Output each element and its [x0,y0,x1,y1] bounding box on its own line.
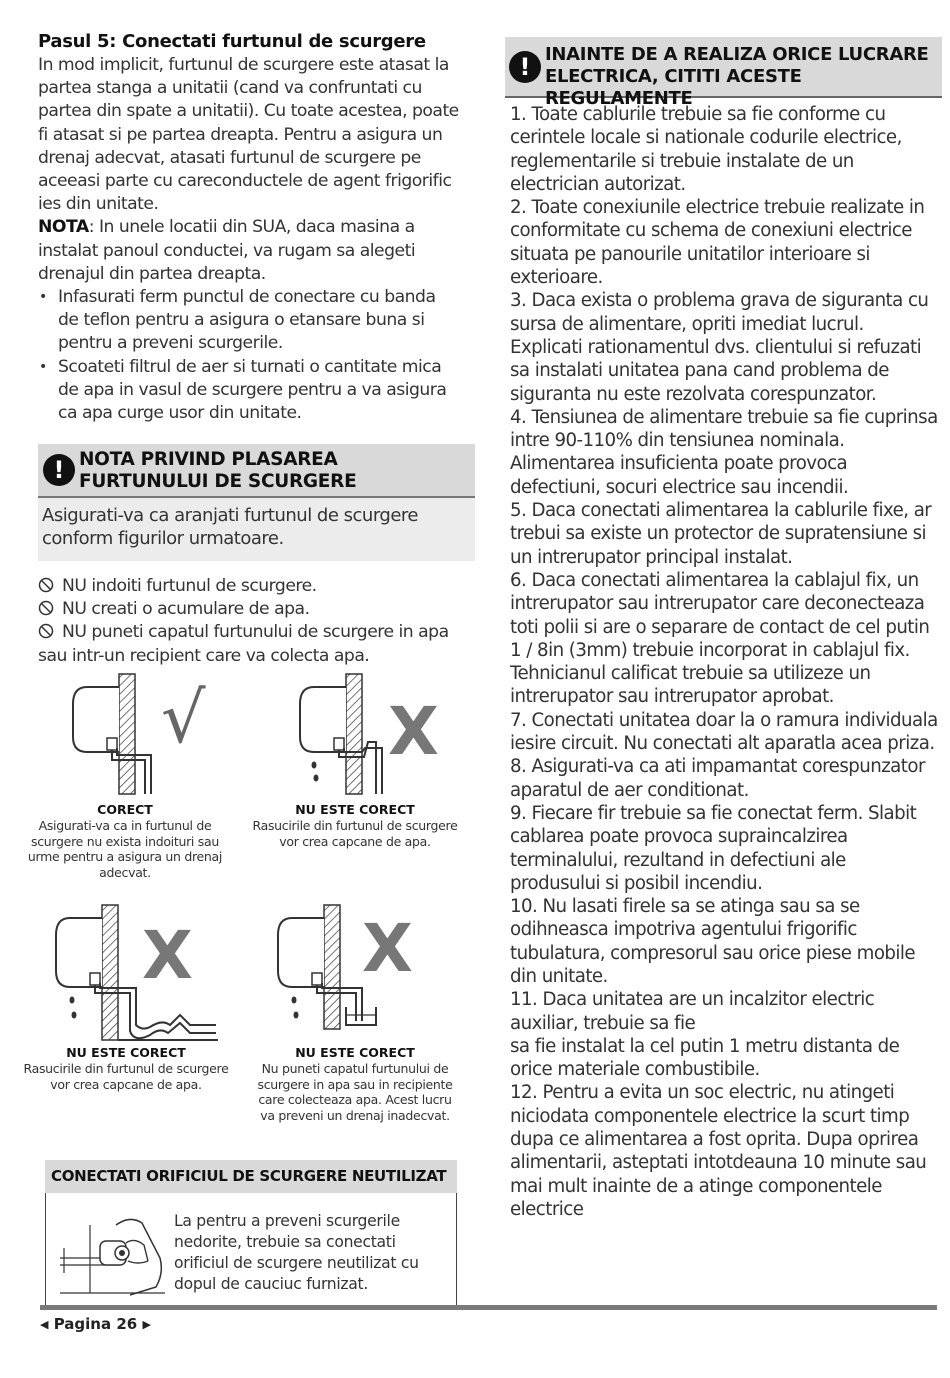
unused-port-title: CONECTATI ORIFICIUL DE SCURGERE NEUTILIZAT [51,1167,447,1185]
placement-note-header [38,444,475,498]
figure-title: NU ESTE CORECT [295,1045,415,1060]
rule-item: 2. Toate conexiunile electrice trebuie realizate in conformitate cu schema de conexiuni electrice situata pe panourile unitatilor interioare si exterioare. [510,197,925,289]
unused-port-text: La pentru a preveni scurgerile nedorite, trebuie sa conectati orificiul de scurgere neutilizat cu dopul de cauciuc furnizat. [174,1212,419,1293]
rule-item: 1. Toate cablurile trebuie sa fie conforme cu cerintele locale si nationale codurile electrice, reglementarile si trebuie instalate de un electrician autorizat. [510,104,902,195]
page-label: Pagina 26 [53,1315,138,1333]
drain-kinked-illustration [292,672,452,797]
drain-correct-illustration [65,672,225,797]
bullet-item: • Infasurati ferm punctul de conectare cu banda de teflon pentru a asigura o etansare buna si pentru a preveni scurgerile. [38,286,458,356]
dont-item: NU creati o acumulare de apa. [38,598,478,621]
prev-page-icon[interactable]: ◀ [40,1318,49,1331]
figure-caption: Rasucirile din furtunul de scurgere vor crea capcane de apa. [23,1061,229,1092]
electrical-warning-header [505,37,942,109]
electrical-warning-title: INAINTE DE A REALIZA ORICE LUCRARE ELECTRICA, CITITI ACESTE REGULAMENTE [545,44,929,109]
intro-paragraph: In mod implicit, furtunul de scurgere este atasat la partea stanga a unitatii (cand va confruntati cu partea din spate a unitatii). Cu toate acestea, poate fi atasat si pe partea dreapta. Pentru a asigura un drenaj adecvat, atasati furtunul de scurgere pe aceeasi parte cu careconductele de agent frigorific ies din unitate. [38,55,459,215]
unused-port-header [45,1160,457,1195]
electrical-rules-list [510,103,940,1221]
rule-item: 11. Daca unitatea are un incalzitor electric auxiliar, trebuie sa fie [510,989,875,1034]
prohibited-icon [38,623,54,639]
rule-item: 9. Fiecare fir trebuie sa fie conectat ferm. Slabit cablarea poate provoca supraincalzirea terminalului, rezultand in defectiuni ale produsului si posibil incendiu. [510,802,917,894]
left-column [38,30,478,425]
drain-in-water-illustration [272,903,447,1033]
drain-loop-illustration [50,903,225,1043]
exclamation-icon: ! [509,51,541,83]
drain-plug-illustration [60,1203,170,1298]
check-mark: √ [161,677,206,759]
x-mark: X [388,693,439,770]
figure-title: CORECT [97,802,153,817]
donts-list [38,575,478,668]
footer-rule [40,1305,937,1310]
rule-item: 3. Daca exista o problema grava de siguranta cu sursa de alimentare, opriti imediat lucrul. Explicati rationamentul dvs. clientului si refuzati sa instalati unitatea pana cand problema de siguranta nu este rezolvata corespunzator. [510,290,929,405]
placement-note-title: NOTA PRIVIND PLASAREA FURTUNULUI DE SCURGERE [79,449,357,492]
note-label: NOTA [38,217,89,238]
note-paragraph [38,216,458,286]
bullet-item: • Scoateti filtrul de aer si turnati o cantitate mica de apa in vasul de scurgere pentru a va asigura ca apa curge usor din unitate. [38,356,458,426]
figure-title: NU ESTE CORECT [295,802,415,817]
rule-item: 8. Asigurati-va ca ati impamantat corespunzator aparatul de aer conditionat. [510,756,925,801]
placement-note-body [38,498,475,561]
figure-caption: Rasucirile din furtunul de scurgere vor crea capcane de apa. [252,818,458,849]
page-indicator [40,1315,151,1333]
rule-item: 7. Conectati unitatea doar la o ramura individuala iesire circuit. Nu conectati alt aparatla acea priza. [510,709,938,755]
step-title: Pasul 5: Conectati furtunul de scurgere [38,31,426,52]
rule-item: 4. Tensiunea de alimentare trebuie sa fie cuprinsa intre 90-110% din tensiunea nominala. Alimentarea insuficienta poate provoca defectiuni, socuri electrice sau incendii. [510,406,938,498]
exclamation-icon: ! [43,454,75,486]
rule-item: 5. Daca conectati alimentarea la cablurile fixe, ar trebui sa existe un protector de supratensiune si un intrerupator principal instalat. [510,500,932,568]
next-page-icon[interactable]: ▶ [142,1318,151,1331]
x-mark: X [142,917,193,994]
prohibited-icon [38,577,54,593]
x-mark: X [362,910,413,987]
rule-item: 10. Nu lasati firele sa se atinga sau sa se odihneasca impotriva agentului frigorific tubulatura, compresorul sau orice piese mobile din unitate. [510,896,916,987]
rule-item: 6. Daca conectati alimentarea la cablajul fix, un intrerupator sau intrerupator care deconecteaza toti polii si are o separare de contact de cel putin 1 / 8in (3mm) trebuie incorporat in cablajul fix. Tehnicianul calificat trebuie sa utilizeze un intrerupator sau intrerupator aprobat. [510,569,930,708]
dont-item: NU indoiti furtunul de scurgere. [38,575,478,598]
prohibited-icon [38,600,54,616]
figure-caption: Nu puneti capatul furtunului de scurgere in apa sau in recipiente care colecteaza apa. Acest lucru va preveni un drenaj inadecvat. [257,1061,453,1123]
note-text: : In unele locatii din SUA, daca masina a instalat panoul conductei, va rugam sa alegeti drenajul din partea dreapta. [38,217,416,284]
unused-port-body [45,1193,457,1310]
dont-item: NU puneti capatul furtunului de scurgere in apa sau intr-un recipient care va colecta apa. [38,622,449,666]
rule-item: 12. Pentru a evita un soc electric, nu atingeti niciodata componentele electrice la scurt timp dupa ce alimentarea a fost oprita. Dupa oprirea alimentarii, asteptati intotdeauna 10 minute sau mai mult inainte de a atinge componentele electrice [510,1082,927,1220]
figure-caption: Asigurati-va ca in furtunul de scurgere nu exista indoituri sau urme pentru a asigura un drenaj adecvat. [27,818,223,880]
rule-item: sa fie instalat la cel putin 1 metru distanta de orice materiale combustibile. [510,1035,900,1081]
placement-note-text: Asigurati-va ca aranjati furtunul de scurgere conform figurilor urmatoare. [42,505,418,549]
figure-title: NU ESTE CORECT [66,1045,186,1060]
